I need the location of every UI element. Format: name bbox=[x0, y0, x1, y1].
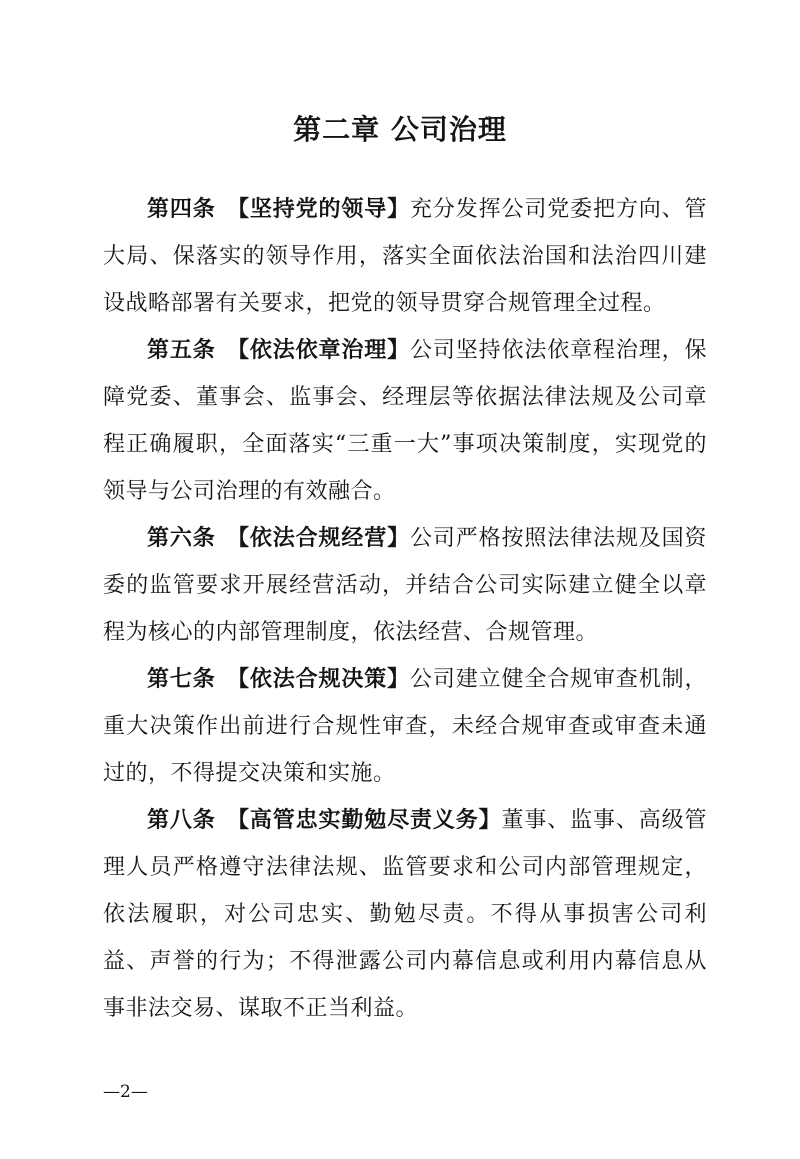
article-text: 充分发挥公司党委把方向、管大局、保落实的领导作用，落实全面依法治国和法治四川建设战略部署有关要求，把党的领导贯穿合规管理全过程。 bbox=[103, 197, 707, 316]
article-text: 公司建立健全合规审查机制，重大决策作出前进行合规性审查，未经合规审查或审查未通过的，不得提交决策和实施。 bbox=[103, 667, 707, 786]
article-5 bbox=[103, 327, 707, 515]
article-heading: 【依法依章治理】 bbox=[226, 338, 410, 363]
article-text: 公司严格按照法律法规及国资委的监管要求开展经营活动，并结合公司实际建立健全以章程为核心的内部管理制度，依法经营、合规管理。 bbox=[103, 526, 707, 645]
article-number: 第八条 bbox=[147, 808, 216, 833]
article-text: 董事、监事、高级管理人员严格遵守法律法规、监管要求和公司内部管理规定，依法履职，对公司忠实、勤勉尽责。不得从事损害公司利益、声誉的行为；不得泄露公司内幕信息或利用内幕信息从事非法交易、谋取不正当利益。 bbox=[103, 808, 707, 1021]
article-text: 公司坚持依法依章程治理，保障党委、董事会、监事会、经理层等依据法律法规及公司章程正确履职，全面落实“三重一大”事项决策制度，实现党的领导与公司治理的有效融合。 bbox=[103, 338, 707, 504]
article-8 bbox=[103, 797, 707, 1032]
page-number: —2— bbox=[103, 1082, 148, 1102]
article-heading: 【高管忠实勤勉尽责义务】 bbox=[226, 808, 502, 833]
article-4 bbox=[103, 186, 707, 327]
article-number: 第七条 bbox=[147, 667, 216, 692]
article-number: 第六条 bbox=[147, 526, 216, 551]
article-heading: 【坚持党的领导】 bbox=[226, 197, 410, 222]
article-heading: 【依法合规经营】 bbox=[226, 526, 410, 551]
article-number: 第五条 bbox=[147, 338, 216, 363]
article-list bbox=[103, 186, 707, 1032]
article-6 bbox=[103, 515, 707, 656]
article-7 bbox=[103, 656, 707, 797]
article-number: 第四条 bbox=[147, 197, 216, 222]
article-heading: 【依法合规决策】 bbox=[226, 667, 410, 692]
chapter-title: 第二章 公司治理 bbox=[293, 113, 507, 146]
